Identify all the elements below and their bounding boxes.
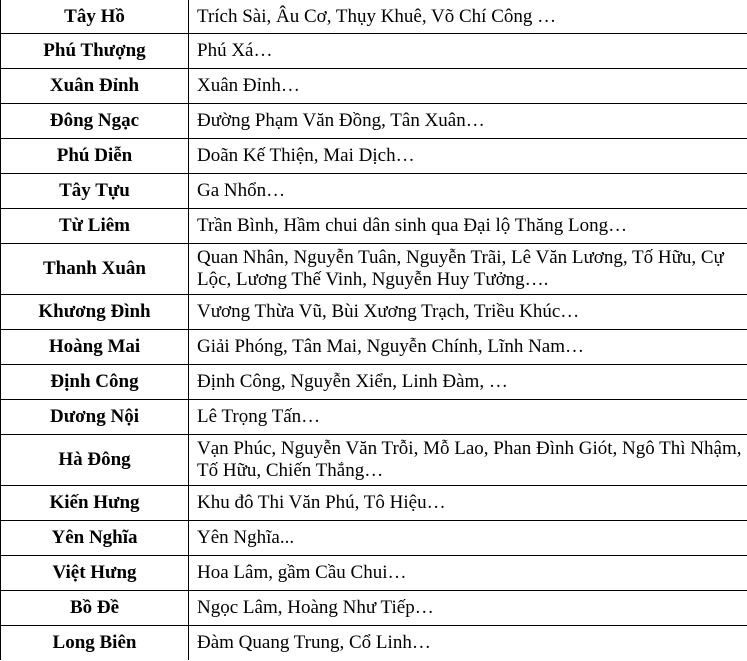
- table-row: [1, 486, 747, 521]
- street-list-cell: Xuân Đỉnh…: [189, 69, 747, 104]
- street-list-cell: Trích Sài, Âu Cơ, Thụy Khuê, Võ Chí Công …: [189, 0, 747, 34]
- street-list-cell: Ngọc Lâm, Hoàng Như Tiếp…: [189, 591, 747, 626]
- ward-name-cell: Long Biên: [1, 626, 189, 661]
- street-list-cell: Đàm Quang Trung, Cổ Linh…: [189, 626, 747, 661]
- ward-name-cell: Tây Hồ: [1, 0, 189, 34]
- ward-name-cell: Từ Liêm: [1, 209, 189, 244]
- table-body: [1, 0, 747, 660]
- ward-name-cell: Yên Nghĩa: [1, 521, 189, 556]
- table-row: [1, 209, 747, 244]
- street-list-cell: Doãn Kế Thiện, Mai Dịch…: [189, 139, 747, 174]
- ward-name-cell: Phú Diễn: [1, 139, 189, 174]
- table-row: [1, 521, 747, 556]
- table-row: [1, 34, 747, 69]
- street-list-cell: Định Công, Nguyễn Xiển, Linh Đàm, …: [189, 365, 747, 400]
- table-row: [1, 104, 747, 139]
- ward-name-cell: Hà Đông: [1, 435, 189, 486]
- table-row: [1, 0, 747, 34]
- table-row: [1, 626, 747, 661]
- street-list-cell: Khu đô Thi Văn Phú, Tô Hiệu…: [189, 486, 747, 521]
- table-row: [1, 244, 747, 295]
- table-row: [1, 400, 747, 435]
- table-row: [1, 295, 747, 330]
- table-row: [1, 139, 747, 174]
- street-list-cell: Phú Xá…: [189, 34, 747, 69]
- street-list-cell: Hoa Lâm, gầm Cầu Chui…: [189, 556, 747, 591]
- table-row: [1, 591, 747, 626]
- table-row: [1, 69, 747, 104]
- ward-name-cell: Dương Nội: [1, 400, 189, 435]
- ward-name-cell: Thanh Xuân: [1, 244, 189, 295]
- ward-name-cell: Phú Thượng: [1, 34, 189, 69]
- ward-name-cell: Khương Đình: [1, 295, 189, 330]
- street-list-cell: Vương Thừa Vũ, Bùi Xương Trạch, Triều Khúc…: [189, 295, 747, 330]
- street-list-cell: Quan Nhân, Nguyễn Tuân, Nguyễn Trãi, Lê Văn Lương, Tố Hữu, Cự Lộc, Lương Thế Vinh, Nguyễn Huy Tưởng….: [189, 244, 747, 295]
- table-row: [1, 174, 747, 209]
- table-row: [1, 556, 747, 591]
- ward-name-cell: Bồ Đề: [1, 591, 189, 626]
- table-row: [1, 330, 747, 365]
- street-list-cell: Vạn Phúc, Nguyễn Văn Trỗi, Mỗ Lao, Phan Đình Giót, Ngô Thì Nhậm, Tố Hữu, Chiến Thắng…: [189, 435, 747, 486]
- street-list-cell: Giải Phóng, Tân Mai, Nguyễn Chính, Lĩnh Nam…: [189, 330, 747, 365]
- ward-name-cell: Xuân Đỉnh: [1, 69, 189, 104]
- street-list-cell: Lê Trọng Tấn…: [189, 400, 747, 435]
- street-list-cell: Trần Bình, Hầm chui dân sinh qua Đại lộ Thăng Long…: [189, 209, 747, 244]
- street-list-cell: Ga Nhổn…: [189, 174, 747, 209]
- ward-name-cell: Hoàng Mai: [1, 330, 189, 365]
- street-list-cell: Yên Nghĩa...: [189, 521, 747, 556]
- ward-name-cell: Đông Ngạc: [1, 104, 189, 139]
- table-row: [1, 365, 747, 400]
- street-list-cell: Đường Phạm Văn Đồng, Tân Xuân…: [189, 104, 747, 139]
- table-row: [1, 435, 747, 486]
- ward-name-cell: Định Công: [1, 365, 189, 400]
- ward-name-cell: Kiến Hưng: [1, 486, 189, 521]
- ward-name-cell: Tây Tựu: [1, 174, 189, 209]
- ward-name-cell: Việt Hưng: [1, 556, 189, 591]
